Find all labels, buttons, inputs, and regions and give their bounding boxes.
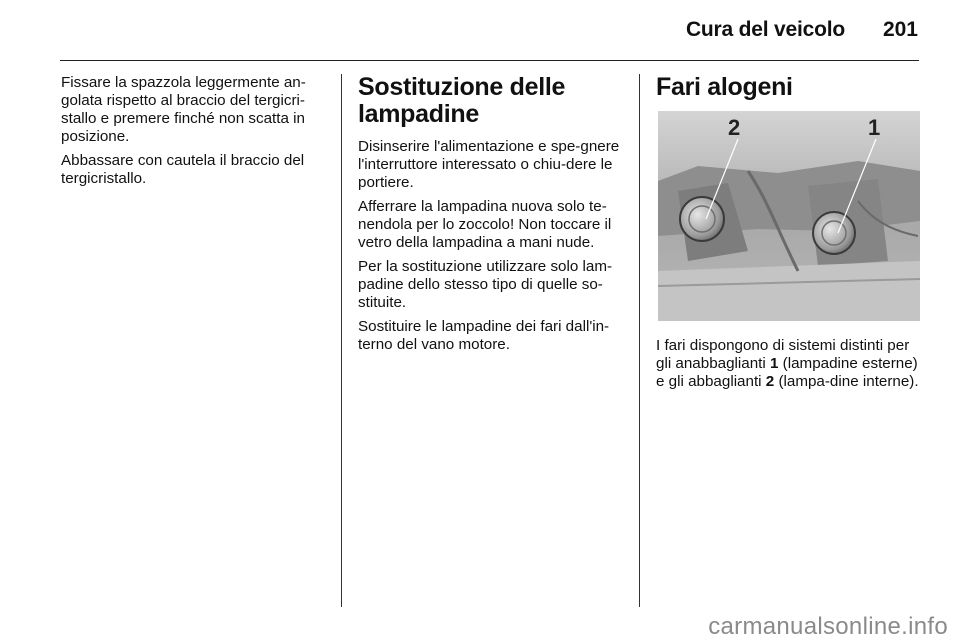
column-1 — [61, 74, 323, 194]
caption-text-2: (lampadine esterne) e gli abbaglianti — [656, 355, 918, 390]
section-heading-halogen-headlights: Fari alogeni — [656, 73, 793, 101]
watermark: carmanualsonline.info — [708, 613, 948, 640]
callout-2: 2 — [728, 115, 741, 140]
section-heading-bulb-replacement: Sostituzione delle lampadine — [358, 73, 566, 128]
paragraph-wiper-arm: Abbassare con cautela il braccio del tergicristallo. — [61, 152, 305, 187]
paragraph-wiper-blade: Fissare la spazzola leggermente an-golata rispetto al braccio del tergicri-stallo e premere finché non scatta in posizione. — [61, 74, 306, 145]
column-divider-left — [341, 74, 342, 607]
header-rule — [60, 60, 919, 61]
figure-caption — [656, 337, 921, 391]
headlight-photo — [658, 111, 920, 321]
caption-number-1: 1 — [770, 355, 779, 372]
paragraph-same-type: Per la sostituzione utilizzare solo lam-padine dello stesso tipo di quelle so-stituite. — [358, 258, 613, 311]
high-beam-cap-2 — [680, 197, 724, 241]
column-3 — [656, 74, 921, 397]
header-title: Cura del veicolo — [685, 18, 845, 41]
caption-text-3: (lampa-dine interne). — [774, 373, 919, 390]
low-beam-cap-1 — [813, 212, 855, 254]
caption-text-1: I fari dispongono di sistemi distinti per gli anabbaglianti — [656, 337, 910, 372]
page-number: 201 — [882, 18, 918, 41]
paragraph-handle-bulb: Afferrare la lampadina nuova solo te-nendola per lo zoccolo! Non toccare il vetro della lampadina a mani nude. — [358, 198, 612, 251]
paragraph-engine-compartment: Sostituire le lampadine dei fari dall'in-terno del vano motore. — [358, 318, 610, 353]
column-2 — [358, 74, 625, 360]
caption-number-2: 2 — [765, 373, 775, 390]
column-divider-right — [639, 74, 640, 607]
paragraph-switch-off: Disinserire l'alimentazione e spe-gnere l'interruttore interessato o chiu-dere le portiere. — [358, 138, 620, 191]
callout-1: 1 — [868, 115, 881, 140]
